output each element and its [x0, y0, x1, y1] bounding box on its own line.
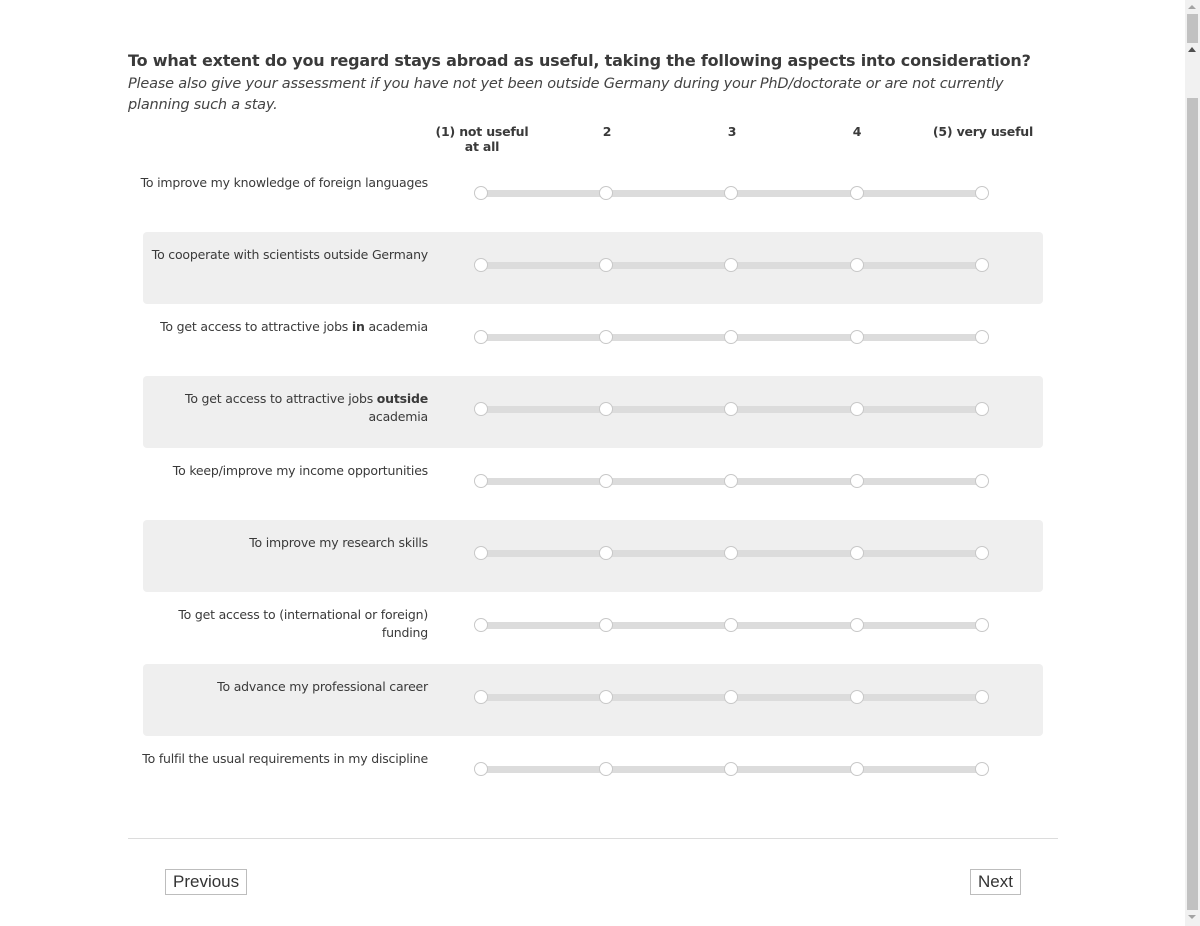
matrix-row	[143, 304, 1043, 376]
row-label	[138, 606, 428, 642]
row-label	[138, 174, 428, 192]
rating-radio-5[interactable]	[975, 618, 989, 632]
rating-radio-4[interactable]	[850, 762, 864, 776]
rating-radio-5[interactable]	[975, 186, 989, 200]
rating-radio-1[interactable]	[474, 186, 488, 200]
row-label-text: To cooperate with scientists outside Germany	[151, 247, 428, 262]
scale-label-1: (1) not useful at all	[435, 124, 529, 154]
rating-radio-4[interactable]	[850, 186, 864, 200]
rating-radio-4[interactable]	[850, 258, 864, 272]
next-button[interactable]: Next	[970, 869, 1021, 895]
rating-radio-1[interactable]	[474, 618, 488, 632]
rating-radio-5[interactable]	[975, 330, 989, 344]
rating-radio-5[interactable]	[975, 402, 989, 416]
rating-radio-3[interactable]	[724, 690, 738, 704]
question-title: To what extent do you regard stays abroad as useful, taking the following aspects into consideration?	[128, 51, 1031, 70]
row-label-text: To get access to (international or foreign) funding	[178, 607, 428, 640]
row-label	[138, 462, 428, 480]
rating-radio-3[interactable]	[724, 546, 738, 560]
row-label-text: To fulfil the usual requirements in my discipline	[142, 751, 428, 766]
scroll-up-arrow-icon[interactable]	[1188, 5, 1196, 9]
matrix-row	[143, 664, 1043, 736]
row-label	[138, 318, 428, 336]
rating-radio-2[interactable]	[599, 330, 613, 344]
matrix-row	[143, 736, 1043, 808]
previous-button[interactable]: Previous	[165, 869, 247, 895]
rating-radio-2[interactable]	[599, 546, 613, 560]
rating-radio-2[interactable]	[599, 474, 613, 488]
rating-radio-4[interactable]	[850, 330, 864, 344]
row-label-text: academia	[364, 319, 428, 334]
rating-radio-3[interactable]	[724, 186, 738, 200]
matrix-row	[143, 232, 1043, 304]
row-label-emphasis: outside	[376, 391, 428, 406]
rating-radio-1[interactable]	[474, 690, 488, 704]
rating-radio-4[interactable]	[850, 402, 864, 416]
rating-radio-1[interactable]	[474, 330, 488, 344]
row-label	[138, 678, 428, 696]
rating-radio-3[interactable]	[724, 618, 738, 632]
row-label-text: To improve my knowledge of foreign languages	[140, 175, 428, 190]
rating-radio-2[interactable]	[599, 258, 613, 272]
rating-radio-2[interactable]	[599, 690, 613, 704]
row-label-text: To get access to attractive jobs	[160, 319, 352, 334]
row-label	[138, 390, 428, 426]
rating-radio-3[interactable]	[724, 330, 738, 344]
rating-radio-4[interactable]	[850, 474, 864, 488]
row-label-text: academia	[368, 409, 428, 424]
matrix-row	[143, 592, 1043, 664]
rating-radio-5[interactable]	[975, 258, 989, 272]
vertical-scrollbar[interactable]	[1185, 0, 1200, 926]
matrix-row	[140, 160, 1043, 232]
row-label	[138, 534, 428, 552]
row-label-text: To get access to attractive jobs	[185, 391, 377, 406]
matrix-row	[143, 448, 1043, 520]
scale-label-5: (5) very useful	[932, 124, 1034, 139]
rating-radio-1[interactable]	[474, 402, 488, 416]
rating-radio-2[interactable]	[599, 762, 613, 776]
scroll-down-arrow-icon[interactable]	[1188, 915, 1196, 919]
rating-radio-5[interactable]	[975, 546, 989, 560]
row-label-emphasis: in	[351, 319, 365, 334]
rating-radio-2[interactable]	[599, 186, 613, 200]
rating-radio-5[interactable]	[975, 690, 989, 704]
rating-radio-3[interactable]	[724, 402, 738, 416]
row-label-text: To advance my professional career	[217, 679, 428, 694]
rating-radio-3[interactable]	[724, 258, 738, 272]
rating-radio-1[interactable]	[474, 546, 488, 560]
rating-radio-1[interactable]	[474, 762, 488, 776]
rating-radio-3[interactable]	[724, 474, 738, 488]
row-label-text: To improve my research skills	[249, 535, 428, 550]
scale-label-3: 3	[727, 124, 737, 139]
rating-radio-3[interactable]	[724, 762, 738, 776]
row-label-text: To keep/improve my income opportunities	[172, 463, 428, 478]
row-label	[138, 246, 428, 264]
row-label	[138, 750, 428, 768]
rating-radio-4[interactable]	[850, 546, 864, 560]
scale-label-2: 2	[602, 124, 612, 139]
rating-radio-5[interactable]	[975, 474, 989, 488]
scrollbar-thumb-outer[interactable]	[1187, 14, 1198, 43]
rating-radio-1[interactable]	[474, 474, 488, 488]
rating-radio-4[interactable]	[850, 690, 864, 704]
matrix-row	[143, 376, 1043, 448]
rating-radio-2[interactable]	[599, 618, 613, 632]
scrollbar-thumb[interactable]	[1187, 98, 1198, 910]
rating-radio-4[interactable]	[850, 618, 864, 632]
rating-radio-5[interactable]	[975, 762, 989, 776]
scroll-up-arrow-icon[interactable]	[1188, 47, 1196, 52]
rating-radio-1[interactable]	[474, 258, 488, 272]
rating-radio-2[interactable]	[599, 402, 613, 416]
divider	[128, 838, 1058, 839]
question-subtitle: Please also give your assessment if you have not yet been outside Germany during your PhD/doctorate or are not currently planning such a stay.	[128, 76, 1004, 113]
matrix-row	[143, 520, 1043, 592]
scale-label-4: 4	[852, 124, 862, 139]
